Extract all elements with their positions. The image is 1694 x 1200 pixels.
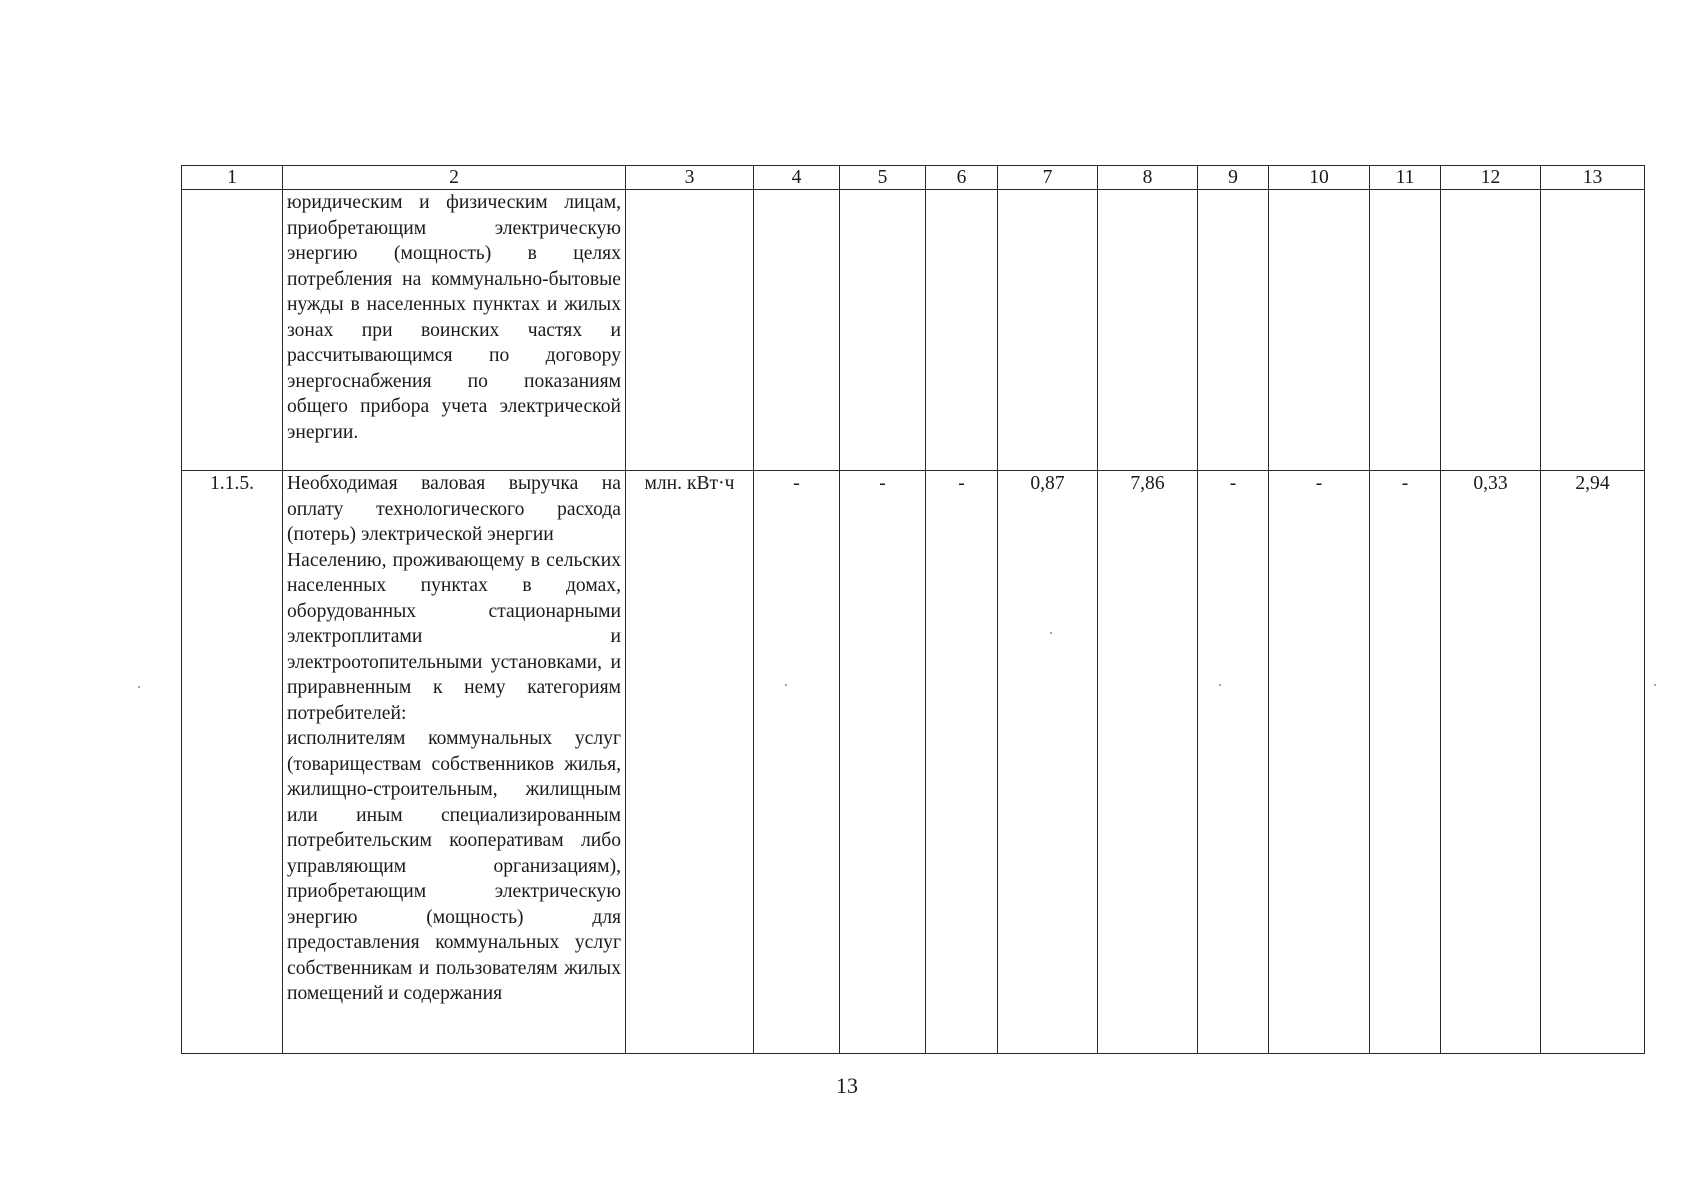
row-description: юридическим и физическим лицам, приобретающим электрическую энергию (мощность) в целях потребления на коммунально-бытовые нужды в населенных пунктах и жилых зонах при воинских частях и рассчитывающимся по договору энергоснабжения по показаниям общего прибора учета электрической энергии.: [283, 190, 626, 471]
column-number: 5: [840, 166, 926, 190]
column-number: 11: [1370, 166, 1441, 190]
row-number-cell: [182, 190, 283, 471]
column-number: 13: [1541, 166, 1645, 190]
value-cell: 2,94: [1541, 471, 1645, 1054]
value-cell: [1098, 190, 1198, 471]
description-paragraph: Населению, проживающему в сельских населенных пунктах в домах, оборудованных стационарными электроплитами и электроотопительными установками, и приравненным к нему категориям потребителей:: [287, 549, 621, 724]
value-cell: [1269, 190, 1370, 471]
value-cell: -: [1198, 471, 1269, 1054]
row-description: [283, 471, 626, 1054]
column-number: 12: [1441, 166, 1541, 190]
column-number: 2: [283, 166, 626, 190]
column-number: 9: [1198, 166, 1269, 190]
scan-speck: [785, 684, 787, 686]
scan-speck: [1050, 632, 1052, 634]
value-cell: [1370, 190, 1441, 471]
column-number: 10: [1269, 166, 1370, 190]
value-cell: [1198, 190, 1269, 471]
value-cell: [926, 190, 998, 471]
scan-speck: [1654, 684, 1656, 686]
value-cell: [1541, 190, 1645, 471]
scan-speck: [138, 686, 140, 688]
table-row-continued: [182, 190, 1645, 471]
page-number: 13: [836, 1073, 858, 1098]
value-cell: -: [1269, 471, 1370, 1054]
value-cell: -: [926, 471, 998, 1054]
table-row-1-1-5: [182, 471, 1645, 1054]
value-cell: 7,86: [1098, 471, 1198, 1054]
column-number-row: [182, 166, 1645, 190]
value-cell: [840, 190, 926, 471]
row-number: 1.1.5.: [182, 471, 283, 1054]
value-cell: [998, 190, 1098, 471]
unit-cell: [626, 190, 754, 471]
column-number: 3: [626, 166, 754, 190]
value-cell: -: [840, 471, 926, 1054]
value-cell: -: [754, 471, 840, 1054]
column-number: 4: [754, 166, 840, 190]
data-table: [181, 165, 1645, 1054]
value-cell: 0,33: [1441, 471, 1541, 1054]
column-number: 1: [182, 166, 283, 190]
value-cell: -: [1370, 471, 1441, 1054]
column-number: 8: [1098, 166, 1198, 190]
value-cell: 0,87: [998, 471, 1098, 1054]
description-paragraph: исполнителям коммунальных услуг (товариществам собственников жилья, жилищно-строительным, жилищным или иным специализированным потребительским кооперативам либо управляющим организациям), приобретающим электрическую энергию (мощность) для предоставления коммунальных услуг собственникам и пользователям жилых помещений и содержания: [287, 728, 621, 1004]
value-cell: [754, 190, 840, 471]
scan-speck: [1219, 684, 1221, 686]
column-number: 6: [926, 166, 998, 190]
value-cell: [1441, 190, 1541, 471]
column-number: 7: [998, 166, 1098, 190]
description-paragraph: Необходимая валовая выручка на оплату технологического расхода (потерь) электрической энергии: [287, 473, 621, 545]
unit-cell: млн. кВт·ч: [626, 471, 754, 1054]
